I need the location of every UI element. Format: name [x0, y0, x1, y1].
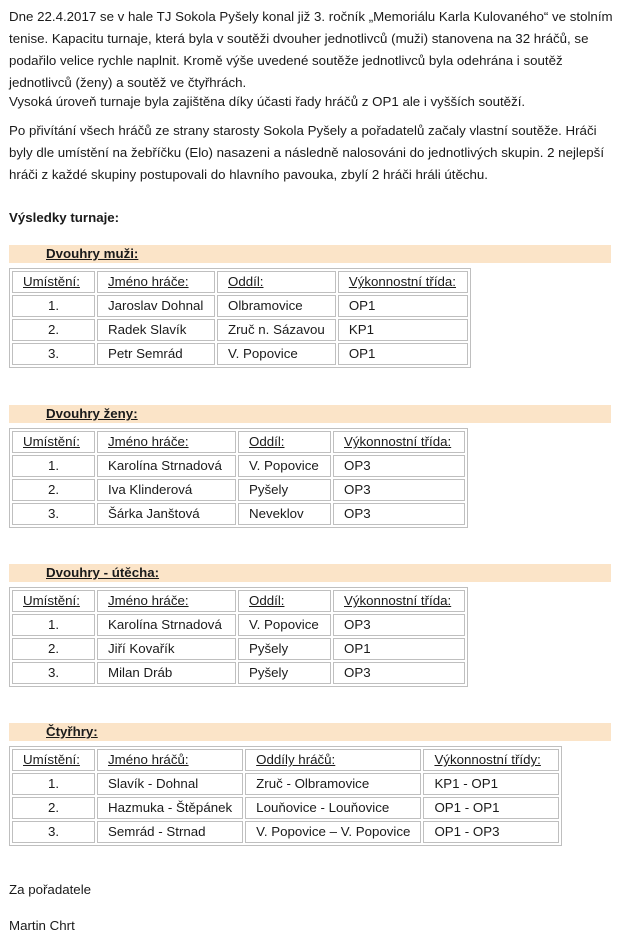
table-cell: 2. — [12, 479, 95, 501]
results-heading: Výsledky turnaje: — [9, 210, 120, 225]
column-header: Oddíl: — [217, 271, 336, 293]
table-cell: Zruč - Olbramovice — [245, 773, 421, 795]
table-cell: 1. — [12, 614, 95, 636]
table-cell: 3. — [12, 343, 95, 365]
table-cell: 3. — [12, 503, 95, 525]
table-row — [12, 797, 559, 819]
intro-paragraph-3: Po přivítání všech hráčů ze strany starosty Sokola Pyšely a pořadatelů začaly vlastní soutěže. Hráči byly dle umístění na žebříčku (Elo) nasazeni a následně nalosováni do jednotlivých skupin. 2 nejlepší hráči z každé skupiny postupovali do hlavního pavouka, zbylí 2 hráči hráli útěchu. — [9, 123, 605, 182]
table-cell: 2. — [12, 319, 95, 341]
table-row — [12, 343, 468, 365]
table-cell: OP3 — [333, 614, 465, 636]
column-header: Oddíl: — [238, 590, 331, 612]
column-header: Jméno hráčů: — [97, 749, 243, 771]
table-cell: OP3 — [333, 479, 465, 501]
section-header-doubles — [9, 723, 611, 741]
table-cell: Olbramovice — [217, 295, 336, 317]
table-row — [12, 503, 465, 525]
section-header-women-singles — [9, 405, 611, 423]
table-cell: Karolína Strnadová — [97, 455, 236, 477]
table-row — [12, 821, 559, 843]
table-cell: OP1 - OP1 — [423, 797, 559, 819]
table-cell: Karolína Strnadová — [97, 614, 236, 636]
table-row — [12, 295, 468, 317]
table-cell: V. Popovice – V. Popovice — [245, 821, 421, 843]
column-header: Umístění: — [12, 590, 95, 612]
table-cell: Milan Dráb — [97, 662, 236, 684]
column-header: Jméno hráče: — [97, 431, 236, 453]
section-title: Čtyřhry: — [46, 724, 98, 739]
column-header: Oddíl: — [238, 431, 331, 453]
column-header: Jméno hráče: — [97, 271, 215, 293]
table-row — [12, 638, 465, 660]
table-cell: Slavík - Dohnal — [97, 773, 243, 795]
results-table-consolation — [9, 587, 468, 687]
table-header-row — [12, 271, 468, 293]
table-header-row — [12, 590, 465, 612]
table-cell: Petr Semrád — [97, 343, 215, 365]
results-table-men-singles — [9, 268, 471, 368]
table-cell: KP1 - OP1 — [423, 773, 559, 795]
table-cell: Hazmuka - Štěpánek — [97, 797, 243, 819]
column-header: Umístění: — [12, 431, 95, 453]
section-header-men-singles — [9, 245, 611, 263]
column-header: Jméno hráče: — [97, 590, 236, 612]
table-cell: OP3 — [333, 503, 465, 525]
table-cell: V. Popovice — [238, 455, 331, 477]
table-cell: Zruč n. Sázavou — [217, 319, 336, 341]
table-cell: OP1 — [338, 295, 468, 317]
organizer-label: Za pořadatele — [9, 882, 92, 897]
table-cell: Jaroslav Dohnal — [97, 295, 215, 317]
table-cell: Pyšely — [238, 638, 331, 660]
table-cell: V. Popovice — [217, 343, 336, 365]
table-row — [12, 479, 465, 501]
column-header: Výkonnostní třídy: — [423, 749, 559, 771]
table-cell: 1. — [12, 773, 95, 795]
table-cell: 2. — [12, 638, 95, 660]
table-cell: V. Popovice — [238, 614, 331, 636]
section-title: Dvouhry ženy: — [46, 406, 138, 421]
table-row — [12, 455, 465, 477]
table-cell: Iva Klinderová — [97, 479, 236, 501]
section-title: Dvouhry - útěcha: — [46, 565, 160, 580]
table-cell: OP1 — [333, 638, 465, 660]
table-cell: 1. — [12, 295, 95, 317]
section-header-consolation — [9, 564, 611, 582]
table-cell: Louňovice - Louňovice — [245, 797, 421, 819]
table-cell: Jiří Kovařík — [97, 638, 236, 660]
table-cell: Pyšely — [238, 662, 331, 684]
section-title: Dvouhry muži: — [46, 246, 139, 261]
table-cell: 1. — [12, 455, 95, 477]
table-cell: OP1 — [338, 343, 468, 365]
column-header: Oddíly hráčů: — [245, 749, 421, 771]
table-row — [12, 614, 465, 636]
table-row — [12, 662, 465, 684]
results-table-doubles — [9, 746, 562, 846]
table-cell: Semrád - Strnad — [97, 821, 243, 843]
column-header: Výkonnostní třída: — [338, 271, 468, 293]
table-row — [12, 773, 559, 795]
column-header: Umístění: — [12, 271, 95, 293]
intro-paragraph-1: Dne 22.4.2017 se v hale TJ Sokola Pyšely konal již 3. ročník „Memoriálu Karla Kulovaného“ ve stolním tenise. Kapacitu turnaje, která byla v soutěži dvouher jednotlivců (muži) stanovena na 32 hráčů, se podařilo velice rychle naplnit. Kromě výše uvedené soutěže jednotlivců byla odehrána i soutěž jednotlivců (ženy) a soutěž ve čtyřhrách. — [9, 9, 613, 90]
intro-paragraph-2: Vysoká úroveň turnaje byla zajištěna díky účasti řady hráčů z OP1 ale i vyšších soutěží. — [9, 94, 526, 109]
table-cell: OP3 — [333, 455, 465, 477]
table-cell: 3. — [12, 662, 95, 684]
table-cell: 2. — [12, 797, 95, 819]
table-header-row — [12, 431, 465, 453]
table-cell: Pyšely — [238, 479, 331, 501]
results-table-women-singles — [9, 428, 468, 528]
table-cell: OP3 — [333, 662, 465, 684]
signature-name: Martin Chrt — [9, 918, 75, 933]
table-cell: OP1 - OP3 — [423, 821, 559, 843]
table-cell: 3. — [12, 821, 95, 843]
table-cell: Radek Slavík — [97, 319, 215, 341]
table-cell: Šárka Janštová — [97, 503, 236, 525]
column-header: Výkonnostní třída: — [333, 431, 465, 453]
table-header-row — [12, 749, 559, 771]
column-header: Výkonnostní třída: — [333, 590, 465, 612]
table-cell: Neveklov — [238, 503, 331, 525]
table-cell: KP1 — [338, 319, 468, 341]
table-row — [12, 319, 468, 341]
column-header: Umístění: — [12, 749, 95, 771]
